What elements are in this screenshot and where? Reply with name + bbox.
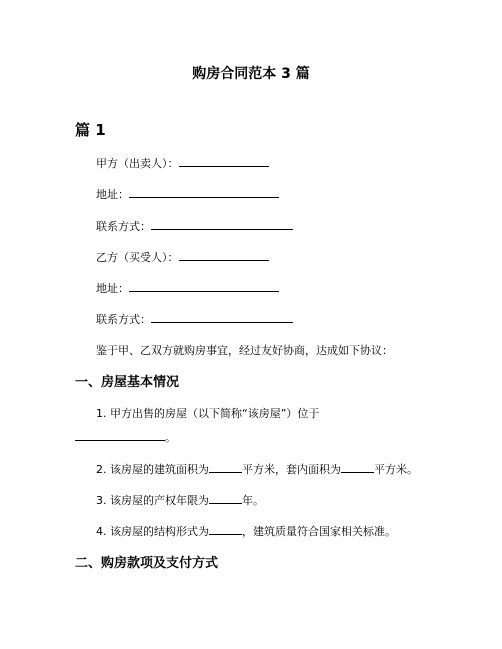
item-3-text-a: 3. 该房屋的产权年限为 <box>96 494 209 507</box>
party-a-contact-label: 联系方式： <box>96 220 151 233</box>
party-b-blank <box>179 249 269 261</box>
item-1-location-blank <box>75 429 165 441</box>
party-a-blank <box>179 155 269 167</box>
item-2-text-b: 平方米，套内面积为 <box>242 463 341 476</box>
party-b-line <box>96 249 269 266</box>
party-b-label: 乙方（买受人）： <box>96 251 179 264</box>
section-heading-1: 篇 1 <box>75 121 106 139</box>
party-a-label: 甲方（出卖人）： <box>96 157 179 170</box>
party-b-address-line <box>96 280 279 297</box>
item-3-line <box>96 492 264 509</box>
item-1-end: 。 <box>165 431 176 444</box>
document-title: 购房合同范本 3 篇 <box>192 66 310 82</box>
party-a-address-label: 地址： <box>96 188 129 201</box>
item-2-line <box>96 461 418 478</box>
item-2-inner-area-blank <box>341 461 374 473</box>
party-b-address-blank <box>129 280 279 292</box>
party-b-address-label: 地址： <box>96 282 129 295</box>
item-4-text-a: 4. 该房屋的结构形式为 <box>96 525 209 538</box>
party-b-contact-label: 联系方式： <box>96 313 151 326</box>
party-a-contact-line <box>96 218 293 235</box>
party-a-address-blank <box>129 186 279 198</box>
party-b-contact-line <box>96 311 293 328</box>
item-2-text-c: 平方米。 <box>374 463 418 476</box>
heading-basic-info: 一、房屋基本情况 <box>75 375 180 390</box>
item-2-area-blank <box>209 461 242 473</box>
item-1-line-1: 1. 甲方出售的房屋（以下简称“该房屋”）位于 <box>96 407 320 420</box>
item-4-line <box>96 523 396 540</box>
item-4-structure-blank <box>209 523 242 535</box>
party-a-address-line <box>96 186 279 203</box>
intro-paragraph: 鉴于甲、乙双方就购房事宜，经过友好协商，达成如下协议： <box>96 344 393 357</box>
item-3-years-blank <box>209 492 242 504</box>
item-2-text-a: 2. 该房屋的建筑面积为 <box>96 463 209 476</box>
item-1-line-2 <box>75 429 176 446</box>
party-a-contact-blank <box>151 218 293 230</box>
party-b-contact-blank <box>151 311 293 323</box>
heading-payment: 二、购房款项及支付方式 <box>75 556 219 571</box>
item-3-text-b: 年。 <box>242 494 264 507</box>
item-4-text-b: ，建筑质量符合国家相关标准。 <box>242 525 396 538</box>
party-a-line <box>96 155 269 172</box>
